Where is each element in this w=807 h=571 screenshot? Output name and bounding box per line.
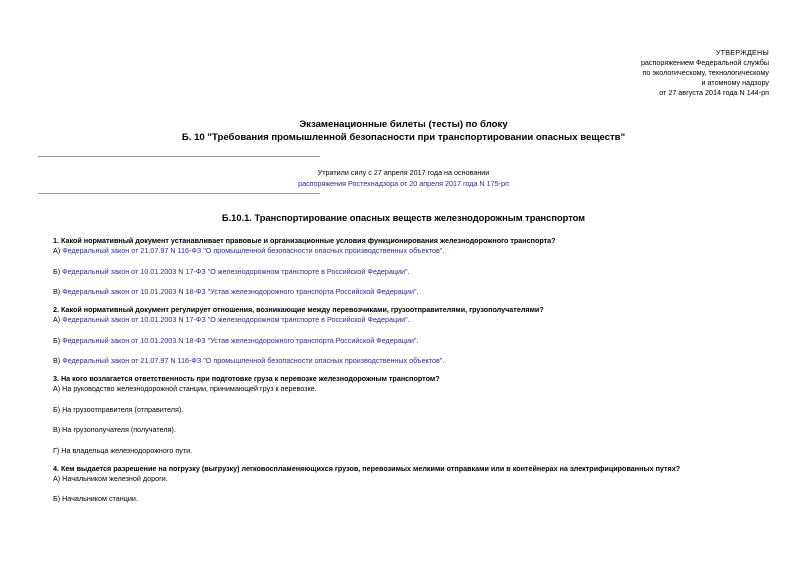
answer-option: А) На руководство железнодорожной станции, принимающей груз к перевозке.	[53, 384, 317, 393]
answer-option: Б) Федеральный закон от 10.01.2003 N 17-ФЗ "О железнодорожном транспорте в Российской Федерации".	[53, 266, 410, 276]
law-link[interactable]: Федеральный закон от 21.07.97 N 116-ФЗ "О промышленной безопасности опасных производственных объектов"	[62, 246, 443, 255]
law-link[interactable]: Федеральный закон от 21.07.97 N 116-ФЗ "О промышленной безопасности опасных производственных объектов"	[62, 356, 443, 365]
answer-option: Б) На грузоотправителя (отправителя).	[53, 404, 184, 414]
question-text: 2. Какой нормативный документ регулирует отношения, возникающие между перевозчиками, грузоотправителями, грузополучателями?	[53, 305, 544, 314]
answer-option: А) Федеральный закон от 21.07.97 N 116-ФЗ "О промышленной безопасности опасных производственных объектов".	[53, 246, 445, 255]
law-link[interactable]: Федеральный закон от 10.01.2003 N 18-ФЗ "Устав железнодорожного транспорта Российской Федерации"	[62, 287, 417, 296]
divider-top	[38, 156, 320, 157]
question-item	[53, 236, 773, 297]
approval-block	[641, 48, 769, 98]
questions-list	[53, 236, 773, 504]
answer-option: В) На грузополучателя (получателя).	[53, 425, 176, 434]
answer-option: А) Федеральный закон от 10.01.2003 N 17-ФЗ "О железнодорожном транспорте в Российской Федерации".	[53, 315, 410, 324]
answer-option: В) Федеральный закон от 10.01.2003 N 18-ФЗ "Устав железнодорожного транспорта Российской Федерации".	[53, 287, 419, 296]
approval-line: по экологическому, технологическому	[642, 68, 769, 77]
question-item	[53, 305, 773, 366]
law-link[interactable]: Федеральный закон от 10.01.2003 N 18-ФЗ "Устав железнодорожного транспорта Российской Федерации"	[62, 335, 417, 345]
repeal-link[interactable]: распоряжения Ростехнадзора от 20 апреля 2017 года N 175-рп	[298, 178, 509, 188]
answer-option: Г) На владельца железнодорожного пути.	[53, 445, 193, 455]
law-link[interactable]: Федеральный закон от 10.01.2003 N 17-ФЗ "О железнодорожном транспорте в Российской Федерации"	[62, 266, 408, 276]
law-link[interactable]: Федеральный закон от 10.01.2003 N 17-ФЗ "О железнодорожном транспорте в Российской Федерации"	[62, 315, 408, 324]
approval-heading: УТВЕРЖДЕНЫ	[715, 48, 769, 57]
document-title	[0, 118, 807, 144]
section-title: Б.10.1. Транспортирование опасных веществ железнодорожным транспортом	[221, 213, 586, 223]
answer-option: В) Федеральный закон от 21.07.97 N 116-ФЗ "О промышленной безопасности опасных производственных объектов".	[53, 356, 445, 365]
repeal-text: Утратили силу с 27 апреля 2017 года на основании	[317, 168, 490, 177]
question-text: 4. Кем выдается разрешение на погрузку (выгрузку) легковоспламеняющихся грузов, перевозимых мелкими отправками или в контейнерах на электрифицированных путях?	[53, 463, 681, 473]
divider-bottom	[38, 193, 320, 194]
question-item	[53, 464, 773, 505]
answer-option: Б) Федеральный закон от 10.01.2003 N 18-ФЗ "Устав железнодорожного транспорта Российской Федерации".	[53, 335, 419, 345]
title-line-2: Б. 10 "Требования промышленной безопасности при транспортировании опасных веществ"	[181, 132, 626, 143]
approval-line: и атомному надзору	[701, 78, 769, 87]
title-line-1: Экзаменационные билеты (тесты) по блоку	[299, 119, 508, 130]
question-text: 1. Какой нормативный документ устанавливает правовые и организационные условия функционирования железнодорожного транспорта?	[53, 236, 556, 245]
answer-option: Б) Начальником станции.	[53, 494, 138, 503]
repeal-notice	[0, 168, 807, 189]
answer-option: А) Начальником железной дороги.	[53, 473, 168, 483]
question-text: 3. На кого возлагается ответственность при подготовке груза к перевозке железнодорожным транспортом?	[53, 374, 440, 383]
approval-line: от 27 августа 2014 года N 144-рп	[659, 88, 769, 97]
question-item	[53, 374, 773, 456]
approval-line: распоряжением Федеральной службы	[640, 58, 769, 67]
